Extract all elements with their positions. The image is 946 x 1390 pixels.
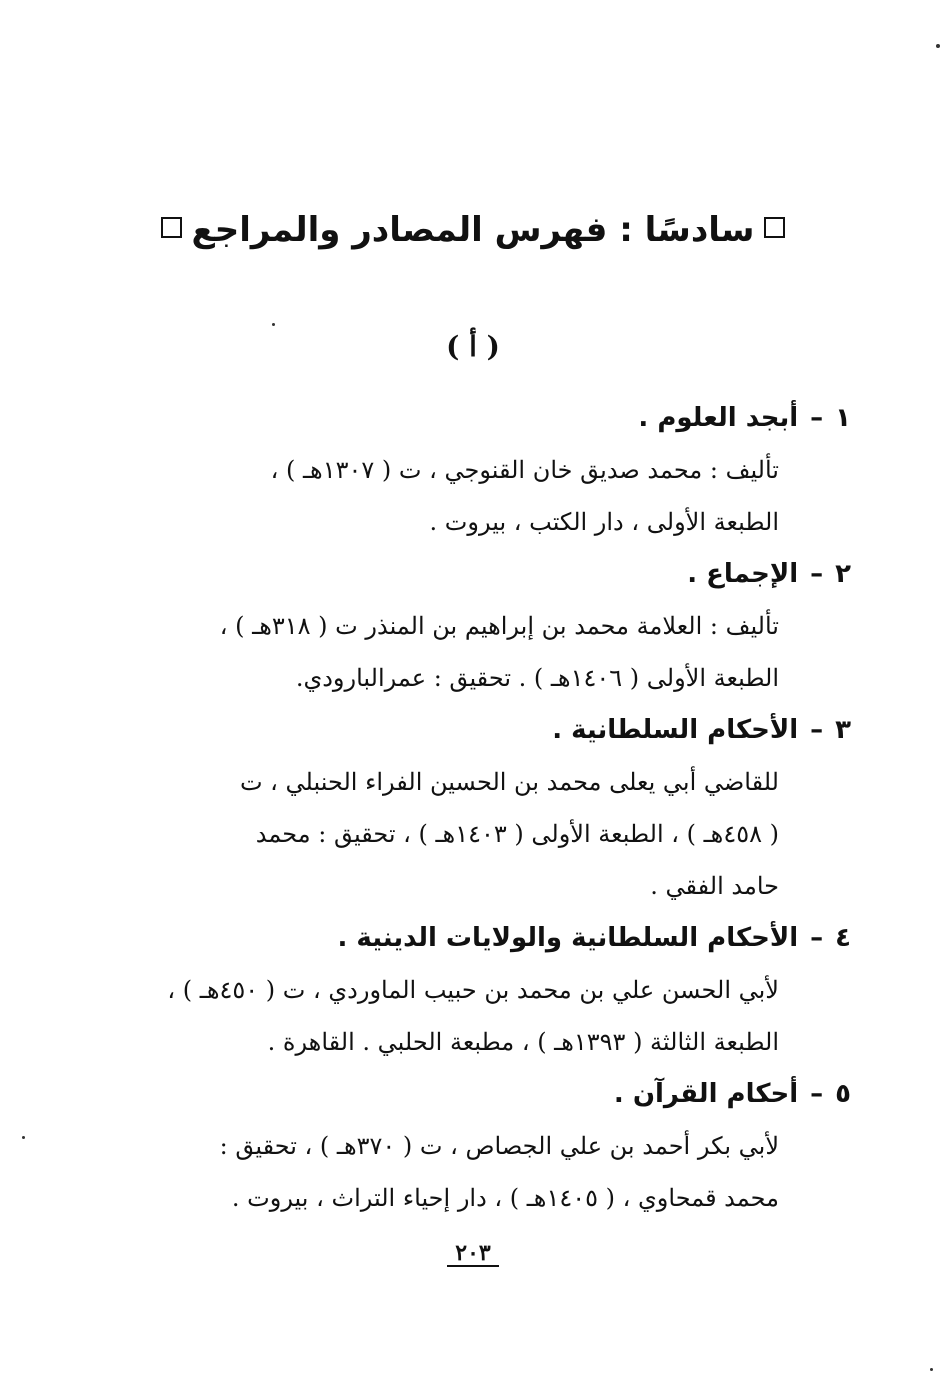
reference-entry — [151, 392, 851, 548]
entry-heading — [151, 912, 851, 964]
entry-heading — [151, 548, 851, 600]
entry-title: أحكام القرآن . — [613, 1079, 799, 1109]
alphabet-letter-heading: ( أ ) — [446, 330, 500, 363]
section-title — [0, 205, 946, 255]
scan-speck — [272, 323, 275, 326]
reference-entry — [151, 1068, 851, 1224]
entry-dash: – — [810, 715, 824, 745]
entry-number: ١ — [835, 403, 851, 433]
section-title-text: سادسًا : فهرس المصادر والمراجع — [191, 210, 755, 250]
entry-title: أبجد العلوم . — [638, 403, 799, 433]
entry-detail-line: ( ٤٥٨هـ ) ، الطبعة الأولى ( ١٤٠٣هـ ) ، تحقيق : محمد — [255, 820, 779, 848]
entry-heading — [151, 392, 851, 444]
entry-detail-line: الطبعة الأولى ، دار الكتب ، بيروت . — [429, 508, 779, 536]
reference-entry — [151, 704, 851, 912]
entry-detail-line: محمد قمحاوي ، ( ١٤٠٥هـ ) ، دار إحياء التراث ، بيروت . — [231, 1184, 779, 1212]
page-number — [0, 1240, 946, 1267]
entry-dash: – — [810, 923, 824, 953]
entry-title: الأحكام السلطانية والولايات الدينية . — [337, 923, 799, 953]
entry-detail-line: الطبعة الأولى ( ١٤٠٦هـ ) . تحقيق : عمرالبارودي. — [295, 664, 779, 692]
square-ornament-icon — [764, 217, 785, 238]
entry-detail-line: تأليف : محمد صديق خان القنوجي ، ت ( ١٣٠٧هـ ) ، — [270, 456, 779, 484]
page-number-text: ٢٠٣ — [447, 1241, 498, 1267]
entry-heading — [151, 704, 851, 756]
references-list — [151, 392, 851, 1224]
entry-dash: – — [810, 559, 824, 589]
entry-title: الإجماع . — [687, 559, 799, 589]
entry-detail-line: للقاضي أبي يعلى محمد بن الحسين الفراء الحنبلي ، ت — [239, 768, 779, 796]
scan-speck — [22, 1136, 25, 1139]
scan-speck — [930, 1368, 933, 1371]
entry-dash: – — [810, 403, 824, 433]
entry-heading — [151, 1068, 851, 1120]
entry-dash: – — [810, 1079, 824, 1109]
reference-entry — [151, 548, 851, 704]
entry-title: الأحكام السلطانية . — [552, 715, 799, 745]
entry-detail-line: حامد الفقي . — [650, 872, 779, 900]
entry-details — [151, 1120, 779, 1224]
entry-number: ٥ — [835, 1079, 851, 1109]
scan-speck — [936, 44, 940, 48]
entry-details — [151, 756, 779, 912]
square-ornament-icon — [161, 217, 182, 238]
entry-detail-line: لأبي بكر أحمد بن علي الجصاص ، ت ( ٣٧٠هـ ) ، تحقيق : — [219, 1132, 779, 1160]
entry-detail-line: الطبعة الثالثة ( ١٣٩٣هـ ) ، مطبعة الحلبي . القاهرة . — [267, 1028, 779, 1056]
entry-details — [151, 964, 779, 1068]
entry-details — [151, 444, 779, 548]
entry-number: ٢ — [835, 559, 851, 589]
entry-number: ٤ — [835, 923, 851, 953]
entry-details — [151, 600, 779, 704]
entry-number: ٣ — [835, 715, 851, 745]
entry-detail-line: لأبي الحسن علي بن محمد بن حبيب الماوردي ، ت ( ٤٥٠هـ ) ، — [167, 976, 779, 1004]
reference-entry — [151, 912, 851, 1068]
entry-detail-line: تأليف : العلامة محمد بن إبراهيم بن المنذر ت ( ٣١٨هـ ) ، — [219, 612, 779, 640]
